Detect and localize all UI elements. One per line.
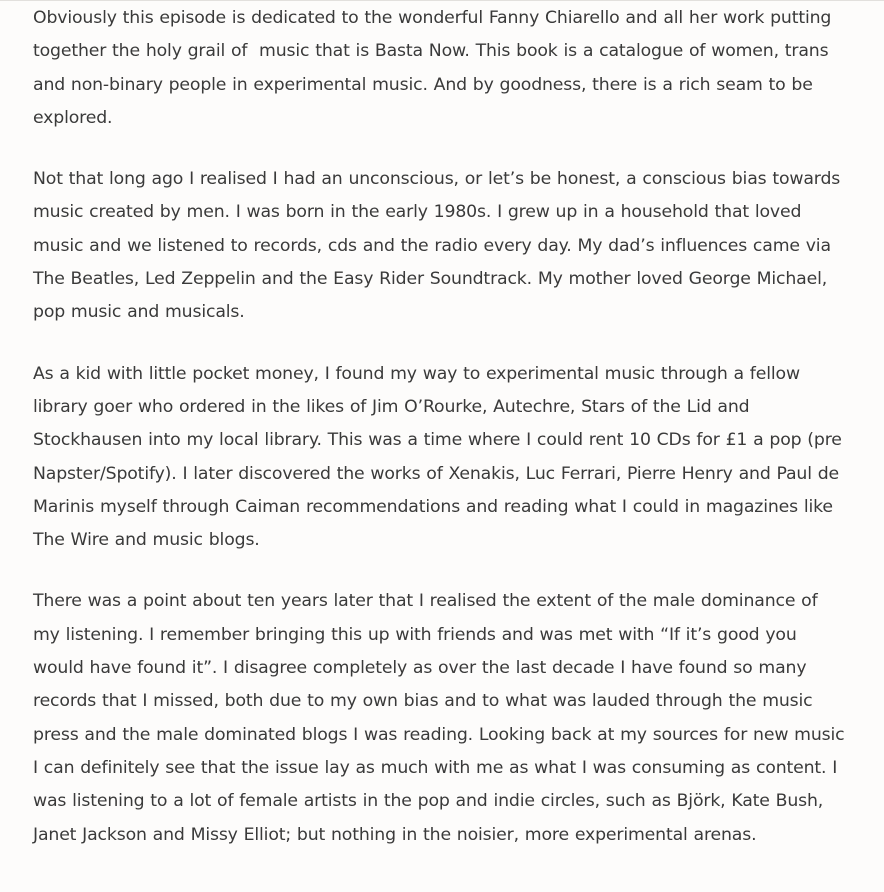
article-paragraph-1: Obviously this episode is dedicated to the wonderful Fanny Chiarello and all her work putting together the holy grail of music that is Basta Now. This book is a catalogue of women, trans and non-binary people in experimental music. And by goodness, there is a rich seam to be explored. <box>33 8 838 128</box>
article-body <box>33 2 851 880</box>
article-paragraph-3: As a kid with little pocket money, I found my way to experimental music through a fellow library goer who ordered in the likes of Jim O’Rourke, Autechre, Stars of the Lid and Stockhausen into my local library. This was a time where I could rent 10 CDs for £1 a pop (pre Napster/Spotify). I later discovered the works of Xenakis, Luc Ferrari, Pierre Henry and Paul de Marinis myself through Caiman recommendations and reading what I could in magazines like The Wire and music blogs. <box>33 363 848 551</box>
top-divider <box>0 0 884 1</box>
article-paragraph-4: There was a point about ten years later that I realised the extent of the male dominance of my listening. I remember bringing this up with friends and was met with “If it’s good you would have found it”. I disagree completely as over the last decade I have found so many records that I missed, both due to my own bias and to what was lauded through the music press and the male dominated blogs I was reading. Looking back at my sources for new music I can definitely see that the issue lay as much with me as what I was consuming as content. I was listening to a lot of female artists in the pop and indie circles, such as Björk, Kate Bush, Janet Jackson and Missy Elliot; but nothing in the noisier, more experimental arenas. <box>33 591 851 845</box>
article-paragraph-2: Not that long ago I realised I had an unconscious, or let’s be honest, a conscious bias towards music created by men. I was born in the early 1980s. I grew up in a household that loved music and we listened to records, cds and the radio every day. My dad’s influences came via The Beatles, Led Zeppelin and the Easy Rider Soundtrack. My mother loved George Michael, pop music and musicals. <box>33 169 846 323</box>
